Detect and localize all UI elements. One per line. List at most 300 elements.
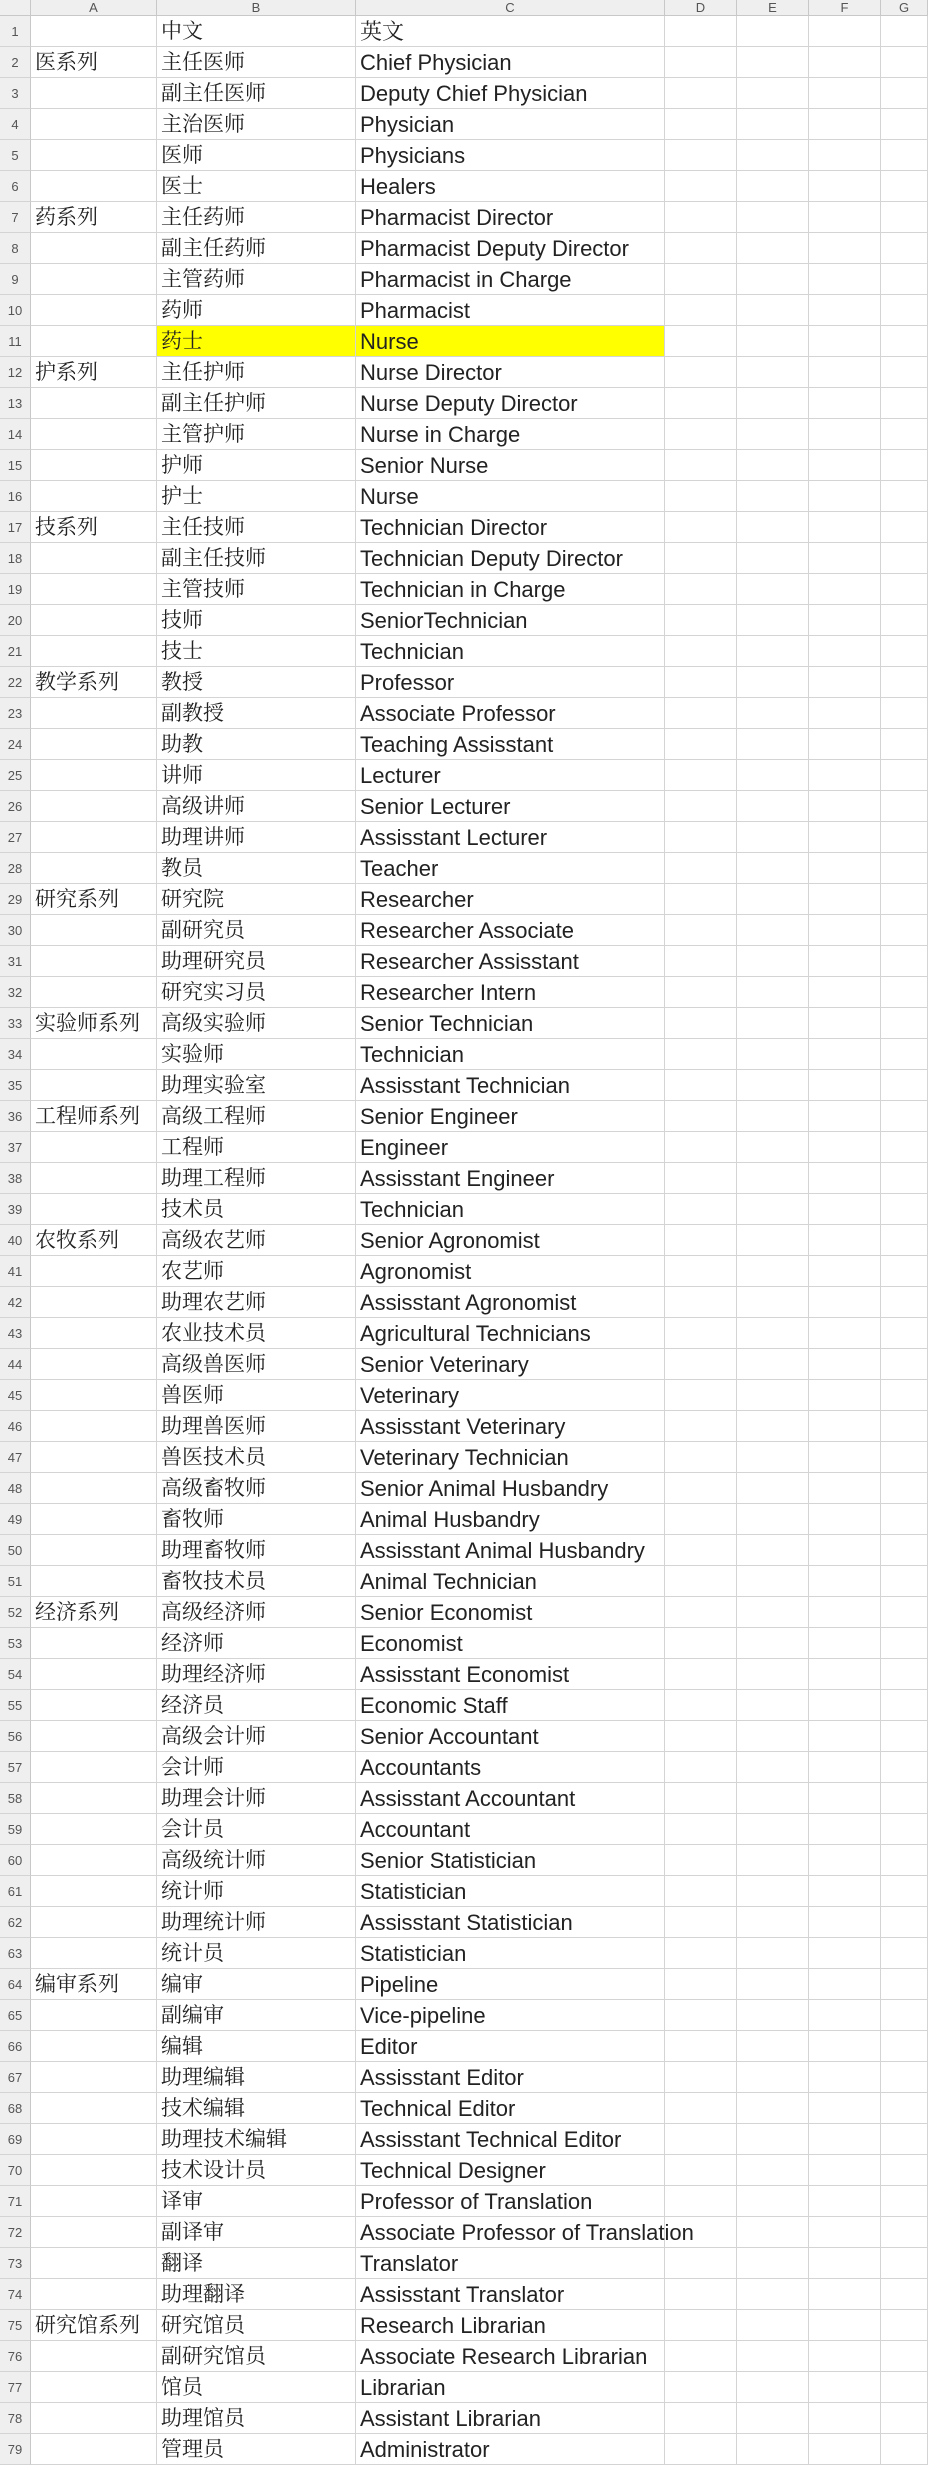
- cell-chinese-title[interactable]: 教授: [157, 667, 356, 698]
- cell-english-title[interactable]: Teaching Assisstant: [356, 729, 665, 760]
- cell-series[interactable]: [31, 2124, 157, 2155]
- row-header[interactable]: 30: [0, 915, 31, 946]
- cell-empty[interactable]: [881, 915, 928, 946]
- cell-empty[interactable]: [881, 1845, 928, 1876]
- column-header-a[interactable]: A: [31, 0, 157, 16]
- cell-empty[interactable]: [881, 1442, 928, 1473]
- cell-empty[interactable]: [665, 388, 737, 419]
- cell-empty[interactable]: [881, 233, 928, 264]
- row-header[interactable]: 6: [0, 171, 31, 202]
- row-header[interactable]: 74: [0, 2279, 31, 2310]
- cell-english-title[interactable]: Teacher: [356, 853, 665, 884]
- cell-empty[interactable]: [881, 2031, 928, 2062]
- row-header[interactable]: 16: [0, 481, 31, 512]
- cell-empty[interactable]: [809, 1380, 881, 1411]
- cell-empty[interactable]: [665, 2155, 737, 2186]
- cell-english-title[interactable]: Assisstant Editor: [356, 2062, 665, 2093]
- row-header[interactable]: 31: [0, 946, 31, 977]
- cell-empty[interactable]: [737, 884, 809, 915]
- cell-english-title[interactable]: Animal Technician: [356, 1566, 665, 1597]
- row-header[interactable]: 66: [0, 2031, 31, 2062]
- cell-series[interactable]: [31, 1845, 157, 1876]
- cell-series[interactable]: [31, 729, 157, 760]
- row-header[interactable]: 54: [0, 1659, 31, 1690]
- cell-english-title[interactable]: Deputy Chief Physician: [356, 78, 665, 109]
- cell-empty[interactable]: [665, 1876, 737, 1907]
- cell-english-title[interactable]: Nurse: [356, 481, 665, 512]
- cell-empty[interactable]: [737, 2186, 809, 2217]
- cell-chinese-title[interactable]: 医士: [157, 171, 356, 202]
- cell-empty[interactable]: [881, 760, 928, 791]
- cell-empty[interactable]: [809, 791, 881, 822]
- cell-empty[interactable]: [809, 729, 881, 760]
- cell-empty[interactable]: [665, 2279, 737, 2310]
- cell-english-title[interactable]: Veterinary: [356, 1380, 665, 1411]
- cell-empty[interactable]: [809, 512, 881, 543]
- row-header[interactable]: 48: [0, 1473, 31, 1504]
- cell-series[interactable]: [31, 171, 157, 202]
- cell-series[interactable]: [31, 450, 157, 481]
- row-header[interactable]: 57: [0, 1752, 31, 1783]
- cell-series[interactable]: [31, 1380, 157, 1411]
- cell-empty[interactable]: [881, 388, 928, 419]
- cell-empty[interactable]: [737, 915, 809, 946]
- row-header[interactable]: 15: [0, 450, 31, 481]
- cell-empty[interactable]: [881, 295, 928, 326]
- row-header[interactable]: 24: [0, 729, 31, 760]
- row-header[interactable]: 1: [0, 16, 31, 47]
- cell-empty[interactable]: [809, 543, 881, 574]
- row-header[interactable]: 41: [0, 1256, 31, 1287]
- cell-empty[interactable]: [809, 2186, 881, 2217]
- cell-chinese-title[interactable]: 助理统计师: [157, 1907, 356, 1938]
- cell-empty[interactable]: [737, 2279, 809, 2310]
- cell-empty[interactable]: [665, 2062, 737, 2093]
- row-header[interactable]: 53: [0, 1628, 31, 1659]
- cell-series[interactable]: [31, 791, 157, 822]
- cell-empty[interactable]: [665, 946, 737, 977]
- cell-empty[interactable]: [737, 1039, 809, 1070]
- row-header[interactable]: 3: [0, 78, 31, 109]
- column-header-d[interactable]: D: [665, 0, 737, 16]
- cell-empty[interactable]: [665, 667, 737, 698]
- column-header-g[interactable]: G: [881, 0, 928, 16]
- cell-empty[interactable]: [737, 1535, 809, 1566]
- cell-empty[interactable]: [881, 1597, 928, 1628]
- cell-english-title[interactable]: Technician in Charge: [356, 574, 665, 605]
- cell-empty[interactable]: [809, 1442, 881, 1473]
- cell-empty[interactable]: [737, 2310, 809, 2341]
- cell-series[interactable]: [31, 1318, 157, 1349]
- cell-chinese-title[interactable]: 主任医师: [157, 47, 356, 78]
- cell-series[interactable]: [31, 1070, 157, 1101]
- cell-empty[interactable]: [737, 16, 809, 47]
- row-header[interactable]: 8: [0, 233, 31, 264]
- cell-empty[interactable]: [881, 1783, 928, 1814]
- cell-series[interactable]: 教学系列: [31, 667, 157, 698]
- cell-english-title[interactable]: Economic Staff: [356, 1690, 665, 1721]
- cell-empty[interactable]: [665, 822, 737, 853]
- cell-empty[interactable]: [737, 512, 809, 543]
- cell-chinese-title[interactable]: 畜牧技术员: [157, 1566, 356, 1597]
- cell-series[interactable]: [31, 1411, 157, 1442]
- cell-empty[interactable]: [737, 822, 809, 853]
- row-header[interactable]: 2: [0, 47, 31, 78]
- cell-empty[interactable]: [665, 2031, 737, 2062]
- cell-chinese-title[interactable]: 副教授: [157, 698, 356, 729]
- row-header[interactable]: 78: [0, 2403, 31, 2434]
- cell-chinese-title[interactable]: 馆员: [157, 2372, 356, 2403]
- cell-chinese-title[interactable]: 中文: [157, 16, 356, 47]
- cell-empty[interactable]: [809, 202, 881, 233]
- cell-chinese-title[interactable]: 主任技师: [157, 512, 356, 543]
- cell-series[interactable]: [31, 1690, 157, 1721]
- cell-empty[interactable]: [665, 605, 737, 636]
- row-header[interactable]: 26: [0, 791, 31, 822]
- cell-english-title[interactable]: Assisstant Veterinary: [356, 1411, 665, 1442]
- cell-english-title[interactable]: Senior Statistician: [356, 1845, 665, 1876]
- row-header[interactable]: 23: [0, 698, 31, 729]
- cell-chinese-title[interactable]: 副主任技师: [157, 543, 356, 574]
- cell-series[interactable]: [31, 2155, 157, 2186]
- cell-english-title[interactable]: Physicians: [356, 140, 665, 171]
- cell-series[interactable]: [31, 1163, 157, 1194]
- cell-empty[interactable]: [809, 2372, 881, 2403]
- row-header[interactable]: 49: [0, 1504, 31, 1535]
- cell-chinese-title[interactable]: 助理编辑: [157, 2062, 356, 2093]
- cell-series[interactable]: [31, 1752, 157, 1783]
- cell-english-title[interactable]: Nurse in Charge: [356, 419, 665, 450]
- cell-empty[interactable]: [737, 2000, 809, 2031]
- cell-empty[interactable]: [737, 388, 809, 419]
- cell-english-title[interactable]: Assisstant Technician: [356, 1070, 665, 1101]
- cell-empty[interactable]: [737, 1008, 809, 1039]
- cell-empty[interactable]: [881, 822, 928, 853]
- cell-empty[interactable]: [881, 853, 928, 884]
- cell-empty[interactable]: [737, 2062, 809, 2093]
- cell-empty[interactable]: [737, 171, 809, 202]
- cell-empty[interactable]: [665, 2403, 737, 2434]
- cell-empty[interactable]: [881, 47, 928, 78]
- cell-empty[interactable]: [809, 605, 881, 636]
- cell-chinese-title[interactable]: 药师: [157, 295, 356, 326]
- cell-series[interactable]: [31, 1256, 157, 1287]
- row-header[interactable]: 68: [0, 2093, 31, 2124]
- cell-empty[interactable]: [881, 1752, 928, 1783]
- cell-chinese-title[interactable]: 编辑: [157, 2031, 356, 2062]
- cell-empty[interactable]: [881, 2155, 928, 2186]
- cell-series[interactable]: [31, 853, 157, 884]
- cell-empty[interactable]: [737, 1721, 809, 1752]
- cell-empty[interactable]: [809, 1876, 881, 1907]
- cell-english-title[interactable]: Researcher Associate: [356, 915, 665, 946]
- cell-empty[interactable]: [809, 1411, 881, 1442]
- cell-empty[interactable]: [737, 1349, 809, 1380]
- cell-empty[interactable]: [737, 1597, 809, 1628]
- row-header[interactable]: 55: [0, 1690, 31, 1721]
- cell-empty[interactable]: [737, 1814, 809, 1845]
- cell-empty[interactable]: [881, 1411, 928, 1442]
- cell-series[interactable]: 农牧系列: [31, 1225, 157, 1256]
- cell-english-title[interactable]: Engineer: [356, 1132, 665, 1163]
- cell-empty[interactable]: [809, 1628, 881, 1659]
- cell-empty[interactable]: [665, 1132, 737, 1163]
- cell-chinese-title[interactable]: 副研究员: [157, 915, 356, 946]
- cell-empty[interactable]: [737, 357, 809, 388]
- row-header[interactable]: 18: [0, 543, 31, 574]
- cell-series[interactable]: [31, 2000, 157, 2031]
- row-header[interactable]: 60: [0, 1845, 31, 1876]
- cell-series[interactable]: [31, 233, 157, 264]
- cell-empty[interactable]: [737, 1411, 809, 1442]
- cell-series[interactable]: [31, 1938, 157, 1969]
- cell-series[interactable]: [31, 2093, 157, 2124]
- cell-english-title[interactable]: Editor: [356, 2031, 665, 2062]
- cell-chinese-title[interactable]: 助理畜牧师: [157, 1535, 356, 1566]
- row-header[interactable]: 40: [0, 1225, 31, 1256]
- cell-english-title[interactable]: Healers: [356, 171, 665, 202]
- cell-empty[interactable]: [881, 2062, 928, 2093]
- cell-series[interactable]: [31, 16, 157, 47]
- cell-empty[interactable]: [881, 1039, 928, 1070]
- cell-english-title[interactable]: Senior Animal Husbandry: [356, 1473, 665, 1504]
- cell-empty[interactable]: [809, 1938, 881, 1969]
- cell-chinese-title[interactable]: 护士: [157, 481, 356, 512]
- cell-empty[interactable]: [809, 78, 881, 109]
- cell-empty[interactable]: [809, 2093, 881, 2124]
- cell-empty[interactable]: [665, 1287, 737, 1318]
- cell-empty[interactable]: [737, 295, 809, 326]
- cell-english-title[interactable]: Pharmacist Deputy Director: [356, 233, 665, 264]
- cell-chinese-title[interactable]: 主管技师: [157, 574, 356, 605]
- cell-chinese-title[interactable]: 助理会计师: [157, 1783, 356, 1814]
- cell-empty[interactable]: [881, 1814, 928, 1845]
- cell-english-title[interactable]: Pharmacist Director: [356, 202, 665, 233]
- cell-empty[interactable]: [737, 140, 809, 171]
- cell-chinese-title[interactable]: 农业技术员: [157, 1318, 356, 1349]
- cell-empty[interactable]: [665, 357, 737, 388]
- cell-empty[interactable]: [881, 1721, 928, 1752]
- cell-empty[interactable]: [737, 2341, 809, 2372]
- cell-empty[interactable]: [881, 1628, 928, 1659]
- cell-series[interactable]: [31, 636, 157, 667]
- cell-empty[interactable]: [737, 1442, 809, 1473]
- cell-series[interactable]: [31, 1907, 157, 1938]
- cell-empty[interactable]: [881, 2093, 928, 2124]
- cell-empty[interactable]: [881, 78, 928, 109]
- row-header[interactable]: 63: [0, 1938, 31, 1969]
- cell-english-title[interactable]: Technician: [356, 1039, 665, 1070]
- cell-chinese-title[interactable]: 译审: [157, 2186, 356, 2217]
- cell-empty[interactable]: [881, 946, 928, 977]
- cell-english-title[interactable]: Agronomist: [356, 1256, 665, 1287]
- cell-english-title[interactable]: Pipeline: [356, 1969, 665, 2000]
- cell-series[interactable]: [31, 977, 157, 1008]
- row-header[interactable]: 45: [0, 1380, 31, 1411]
- cell-empty[interactable]: [665, 295, 737, 326]
- cell-empty[interactable]: [737, 698, 809, 729]
- cell-empty[interactable]: [737, 1969, 809, 2000]
- cell-empty[interactable]: [881, 1163, 928, 1194]
- cell-empty[interactable]: [809, 2000, 881, 2031]
- cell-chinese-title[interactable]: 技术编辑: [157, 2093, 356, 2124]
- cell-english-title[interactable]: Administrator: [356, 2434, 665, 2465]
- cell-english-title[interactable]: Assistant Librarian: [356, 2403, 665, 2434]
- cell-english-title[interactable]: Assisstant Animal Husbandry: [356, 1535, 665, 1566]
- cell-chinese-title[interactable]: 技术设计员: [157, 2155, 356, 2186]
- cell-empty[interactable]: [809, 946, 881, 977]
- cell-empty[interactable]: [665, 853, 737, 884]
- cell-empty[interactable]: [809, 1225, 881, 1256]
- cell-series[interactable]: [31, 605, 157, 636]
- cell-empty[interactable]: [737, 853, 809, 884]
- cell-series[interactable]: [31, 1659, 157, 1690]
- row-header[interactable]: 10: [0, 295, 31, 326]
- cell-empty[interactable]: [809, 264, 881, 295]
- cell-series[interactable]: [31, 1814, 157, 1845]
- row-header[interactable]: 46: [0, 1411, 31, 1442]
- cell-empty[interactable]: [665, 1721, 737, 1752]
- cell-english-title[interactable]: 英文: [356, 16, 665, 47]
- cell-empty[interactable]: [809, 884, 881, 915]
- cell-empty[interactable]: [881, 1349, 928, 1380]
- cell-empty[interactable]: [737, 636, 809, 667]
- cell-empty[interactable]: [809, 481, 881, 512]
- cell-empty[interactable]: [665, 2341, 737, 2372]
- cell-empty[interactable]: [737, 946, 809, 977]
- cell-empty[interactable]: [881, 2310, 928, 2341]
- cell-series[interactable]: [31, 326, 157, 357]
- row-header[interactable]: 25: [0, 760, 31, 791]
- cell-english-title[interactable]: Assisstant Translator: [356, 2279, 665, 2310]
- cell-empty[interactable]: [737, 1318, 809, 1349]
- cell-english-title[interactable]: Lecturer: [356, 760, 665, 791]
- cell-empty[interactable]: [881, 2124, 928, 2155]
- cell-empty[interactable]: [881, 977, 928, 1008]
- cell-empty[interactable]: [737, 1783, 809, 1814]
- cell-series[interactable]: [31, 2434, 157, 2465]
- cell-empty[interactable]: [881, 1504, 928, 1535]
- row-header[interactable]: 62: [0, 1907, 31, 1938]
- cell-empty[interactable]: [881, 2403, 928, 2434]
- cell-empty[interactable]: [809, 450, 881, 481]
- cell-empty[interactable]: [809, 1721, 881, 1752]
- cell-empty[interactable]: [881, 2434, 928, 2465]
- cell-empty[interactable]: [881, 1101, 928, 1132]
- row-header[interactable]: 38: [0, 1163, 31, 1194]
- cell-empty[interactable]: [881, 1318, 928, 1349]
- cell-empty[interactable]: [809, 1070, 881, 1101]
- cell-empty[interactable]: [809, 2155, 881, 2186]
- cell-empty[interactable]: [809, 2341, 881, 2372]
- cell-series[interactable]: [31, 698, 157, 729]
- cell-empty[interactable]: [809, 2124, 881, 2155]
- cell-chinese-title[interactable]: 助理兽医师: [157, 1411, 356, 1442]
- row-header[interactable]: 4: [0, 109, 31, 140]
- cell-english-title[interactable]: Senior Technician: [356, 1008, 665, 1039]
- cell-empty[interactable]: [737, 419, 809, 450]
- cell-empty[interactable]: [665, 1659, 737, 1690]
- cell-series[interactable]: [31, 2062, 157, 2093]
- cell-empty[interactable]: [665, 1039, 737, 1070]
- cell-empty[interactable]: [881, 109, 928, 140]
- row-header[interactable]: 36: [0, 1101, 31, 1132]
- cell-empty[interactable]: [737, 760, 809, 791]
- cell-empty[interactable]: [809, 1907, 881, 1938]
- select-all-corner[interactable]: [0, 0, 31, 16]
- cell-empty[interactable]: [665, 1349, 737, 1380]
- cell-empty[interactable]: [809, 760, 881, 791]
- cell-empty[interactable]: [665, 419, 737, 450]
- cell-series[interactable]: [31, 109, 157, 140]
- cell-empty[interactable]: [881, 1907, 928, 1938]
- cell-empty[interactable]: [737, 1938, 809, 1969]
- cell-empty[interactable]: [737, 1287, 809, 1318]
- cell-empty[interactable]: [881, 481, 928, 512]
- cell-empty[interactable]: [665, 1969, 737, 2000]
- cell-empty[interactable]: [881, 357, 928, 388]
- cell-empty[interactable]: [737, 2248, 809, 2279]
- cell-empty[interactable]: [809, 698, 881, 729]
- cell-english-title[interactable]: Associate Research Librarian: [356, 2341, 665, 2372]
- row-header[interactable]: 11: [0, 326, 31, 357]
- cell-english-title[interactable]: Technician: [356, 636, 665, 667]
- cell-series[interactable]: [31, 1039, 157, 1070]
- cell-empty[interactable]: [809, 1566, 881, 1597]
- cell-empty[interactable]: [737, 2372, 809, 2403]
- cell-empty[interactable]: [809, 109, 881, 140]
- cell-empty[interactable]: [881, 2341, 928, 2372]
- cell-empty[interactable]: [881, 1938, 928, 1969]
- cell-english-title[interactable]: Researcher Assisstant: [356, 946, 665, 977]
- cell-chinese-title[interactable]: 研究实习员: [157, 977, 356, 1008]
- cell-empty[interactable]: [809, 1504, 881, 1535]
- row-header[interactable]: 22: [0, 667, 31, 698]
- cell-empty[interactable]: [665, 1194, 737, 1225]
- cell-english-title[interactable]: Assisstant Engineer: [356, 1163, 665, 1194]
- cell-empty[interactable]: [809, 574, 881, 605]
- cell-empty[interactable]: [881, 264, 928, 295]
- row-header[interactable]: 7: [0, 202, 31, 233]
- cell-empty[interactable]: [881, 450, 928, 481]
- cell-empty[interactable]: [665, 574, 737, 605]
- row-header[interactable]: 64: [0, 1969, 31, 2000]
- cell-series[interactable]: [31, 1287, 157, 1318]
- cell-empty[interactable]: [809, 2279, 881, 2310]
- cell-empty[interactable]: [737, 1845, 809, 1876]
- cell-empty[interactable]: [665, 2372, 737, 2403]
- cell-empty[interactable]: [665, 1256, 737, 1287]
- row-header[interactable]: 39: [0, 1194, 31, 1225]
- cell-chinese-title[interactable]: 讲师: [157, 760, 356, 791]
- cell-chinese-title[interactable]: 护师: [157, 450, 356, 481]
- cell-empty[interactable]: [881, 667, 928, 698]
- cell-empty[interactable]: [881, 512, 928, 543]
- cell-empty[interactable]: [809, 1969, 881, 2000]
- cell-english-title[interactable]: Assisstant Agronomist: [356, 1287, 665, 1318]
- cell-english-title[interactable]: Economist: [356, 1628, 665, 1659]
- cell-empty[interactable]: [665, 1442, 737, 1473]
- row-header[interactable]: 76: [0, 2341, 31, 2372]
- cell-english-title[interactable]: Physician: [356, 109, 665, 140]
- cell-series[interactable]: [31, 1132, 157, 1163]
- cell-chinese-title[interactable]: 研究院: [157, 884, 356, 915]
- cell-english-title[interactable]: Assisstant Economist: [356, 1659, 665, 1690]
- cell-empty[interactable]: [881, 1380, 928, 1411]
- cell-series[interactable]: 护系列: [31, 357, 157, 388]
- cell-empty[interactable]: [737, 2031, 809, 2062]
- cell-english-title[interactable]: Technician: [356, 1194, 665, 1225]
